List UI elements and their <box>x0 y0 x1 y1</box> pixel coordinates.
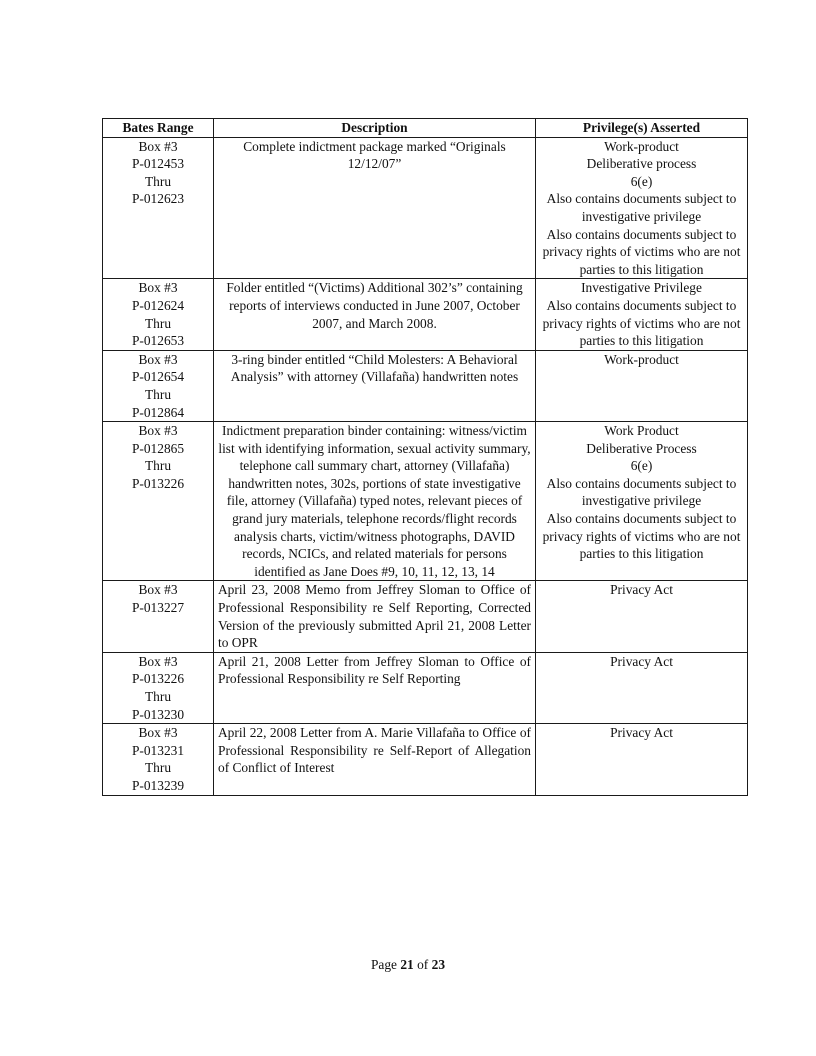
privilege-cell <box>536 279 748 350</box>
header-row <box>103 119 748 138</box>
privilege-item: Work Product <box>604 423 679 439</box>
description-cell: Folder entitled “(Victims) Additional 302’s” containing reports of interviews conducted in June 2007, October 2007, and March 2008. <box>214 279 536 350</box>
page-number: 21 <box>400 957 414 972</box>
privilege-item: Also contains documents subject to privacy rights of victims who are not parties to this litigation <box>542 226 741 277</box>
bates-start: P-012624 <box>131 297 185 313</box>
bates-thru: Thru <box>144 173 172 189</box>
bates-cell <box>103 422 214 581</box>
privilege-item: Privacy Act <box>610 582 673 598</box>
bates-end: P-012653 <box>131 333 185 349</box>
bates-box: Box #3 <box>138 582 178 598</box>
bates-box: Box #3 <box>138 280 178 296</box>
privilege-item: Also contains documents subject to privacy rights of victims who are not parties to this litigation <box>542 297 741 349</box>
bates-start: P-012654 <box>131 369 185 385</box>
bates-thru: Thru <box>144 760 172 776</box>
description-cell: April 21, 2008 Letter from Jeffrey Sloman to Office of Professional Responsibility re Self Reporting <box>214 652 536 723</box>
bates-cell <box>103 724 214 795</box>
bates-thru: Thru <box>144 458 172 474</box>
privilege-item: Privacy Act <box>610 725 673 741</box>
description-cell: Indictment preparation binder containing: witness/victim list with identifying information, sexual activity summary, telephone call summary chart, attorney (Villafaña) handwritten notes, 302s, portions of state investigative file, attorney (Villafaña) typed notes, relevant pieces of grand jury materials, telephone records/flight records analysis charts, victim/witness photographs, DAVID records, NCICs, and related materials for persons identified as Jane Does #9, 10, 11, 12, 13, 14 <box>214 422 536 581</box>
bates-start: P-012865 <box>131 440 185 456</box>
table-row <box>103 137 748 279</box>
privilege-cell <box>536 652 748 723</box>
bates-start: P-012453 <box>131 156 185 172</box>
page-of: of <box>417 957 429 972</box>
header-description: Description <box>214 119 536 138</box>
page-footer <box>0 957 816 973</box>
privilege-item: Also contains documents subject to investigative privilege <box>546 191 737 224</box>
privilege-item: Work-product <box>604 138 679 154</box>
bates-end: P-013226 <box>131 475 185 491</box>
bates-box: Box #3 <box>138 653 178 669</box>
description-cell: Complete indictment package marked “Originals 12/12/07” <box>214 137 536 279</box>
bates-start: P-013231 <box>131 742 185 758</box>
bates-box: Box #3 <box>138 725 178 741</box>
description-cell: April 23, 2008 Memo from Jeffrey Sloman to Office of Professional Responsibility re Self Reporting, Corrected Version of the previously submitted April 21, 2008 Letter to OPR <box>214 581 536 652</box>
bates-end: P-012623 <box>131 191 185 207</box>
privilege-item: Work-product <box>604 351 679 367</box>
page-total: 23 <box>431 957 446 972</box>
header-privileges: Privilege(s) Asserted <box>536 119 748 138</box>
description-cell: 3-ring binder entitled “Child Molesters: A Behavioral Analysis” with attorney (Villafaña) handwritten notes <box>214 350 536 421</box>
table-row <box>103 279 748 350</box>
bates-cell <box>103 137 214 279</box>
privilege-item: Deliberative process <box>586 156 697 172</box>
bates-box: Box #3 <box>138 423 178 439</box>
table-row <box>103 350 748 421</box>
bates-end: P-013230 <box>131 706 185 722</box>
privilege-cell <box>536 724 748 795</box>
privilege-cell <box>536 350 748 421</box>
privilege-cell <box>536 422 748 581</box>
bates-cell <box>103 581 214 652</box>
privilege-cell <box>536 581 748 652</box>
privilege-item: 6(e) <box>630 458 653 474</box>
bates-cell <box>103 652 214 723</box>
privilege-item: Also contains documents subject to investigative privilege <box>546 475 737 509</box>
header-bates-range: Bates Range <box>103 119 214 138</box>
privilege-cell <box>536 137 748 279</box>
bates-end: P-012864 <box>131 404 185 420</box>
privilege-item: Deliberative Process <box>586 440 697 456</box>
bates-thru: Thru <box>144 386 172 402</box>
bates-cell <box>103 279 214 350</box>
privilege-item: Privacy Act <box>610 653 673 669</box>
privilege-item: 6(e) <box>630 173 653 189</box>
bates-cell <box>103 350 214 421</box>
bates-thru: Thru <box>144 315 172 331</box>
bates-start: P-013227 <box>131 600 185 616</box>
privilege-log-table <box>102 118 748 796</box>
bates-thru: Thru <box>144 689 172 704</box>
table-row <box>103 581 748 652</box>
table-row <box>103 652 748 723</box>
description-cell: April 22, 2008 Letter from A. Marie Villafaña to Office of Professional Responsibility re Self-Report of Allegation of Conflict of Interest <box>214 724 536 795</box>
bates-end: P-013239 <box>131 777 185 793</box>
privilege-item: Investigative Privilege <box>581 280 702 296</box>
page-prefix: Page <box>370 957 397 972</box>
bates-box: Box #3 <box>138 351 178 367</box>
bates-box: Box #3 <box>138 138 178 154</box>
table-row <box>103 724 748 795</box>
table-row <box>103 422 748 581</box>
bates-start: P-013226 <box>131 671 185 687</box>
privilege-item: Also contains documents subject to privacy rights of victims who are not parties to this litigation <box>542 511 741 562</box>
